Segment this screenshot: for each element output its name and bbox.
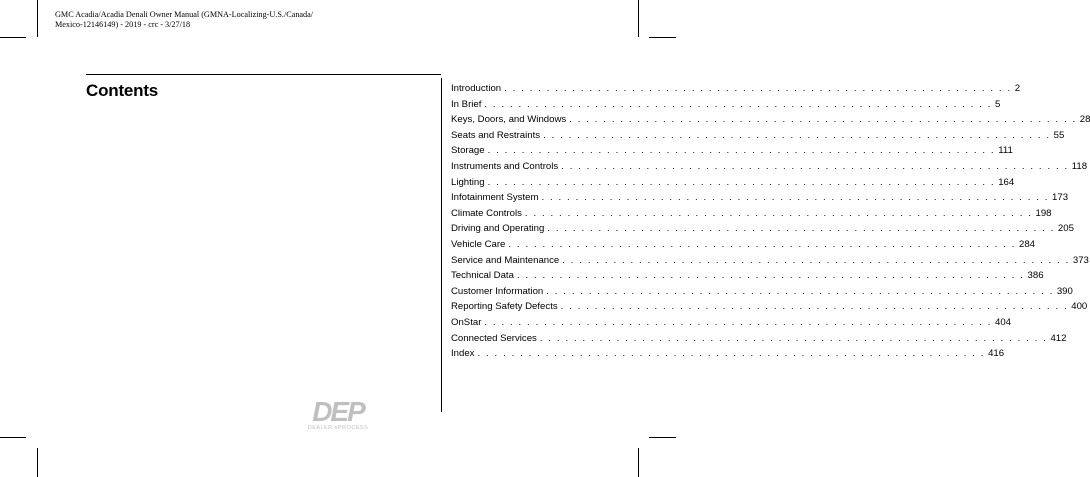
toc-leader-dots: . . . . . . . . . . . . . . . . . . . . . . . . . . . . . . . . . . . . . . . . . . . . . . . . . . . . . . . . . . . .	[504, 83, 1012, 94]
toc-entry[interactable]	[451, 192, 1069, 208]
toc-entry[interactable]	[451, 98, 1001, 115]
toc-entry-label: Reporting Safety Defects	[451, 301, 558, 313]
toc-entry-label: Instruments and Controls	[451, 160, 559, 172]
toc-entry-page: 164	[998, 176, 1015, 188]
toc-entry-page: 386	[1027, 270, 1044, 282]
toc-entry[interactable]	[451, 223, 1074, 239]
toc-entry[interactable]	[451, 238, 1036, 255]
column-divider	[441, 78, 442, 412]
header-line-1: GMC Acadia/Acadia Denali Owner Manual (GMNA-Localizing-U.S./Canada/	[55, 10, 314, 19]
table-of-contents	[451, 83, 1090, 364]
toc-entry-label: Seats and Restraints	[451, 129, 541, 141]
toc-entry-label: Connected Services	[451, 332, 537, 344]
toc-entry[interactable]	[451, 270, 1044, 286]
toc-leader-dots: . . . . . . . . . . . . . . . . . . . . . . . . . . . . . . . . . . . . . . . . . . . . . . . . . . . . . . . . . . . .	[560, 301, 1069, 313]
toc-entry-page: 55	[1053, 129, 1065, 141]
toc-entry[interactable]	[451, 316, 1012, 333]
toc-entry-label: Keys, Doors, and Windows	[451, 114, 567, 126]
toc-entry-page: 28	[1079, 114, 1090, 126]
toc-leader-dots: . . . . . . . . . . . . . . . . . . . . . . . . . . . . . . . . . . . . . . . . . . . . . . . . . . . . . . . . . . . .	[539, 332, 1048, 344]
toc-entry-page: 198	[1035, 207, 1052, 219]
toc-entry-page: 173	[1052, 192, 1069, 204]
toc-entry-page: 205	[1057, 223, 1074, 235]
toc-entry[interactable]	[451, 301, 1088, 317]
toc-entry-label: Lighting	[451, 176, 485, 188]
logo-mark: DEP	[312, 396, 364, 427]
toc-entry[interactable]	[451, 114, 1090, 130]
toc-leader-dots: . . . . . . . . . . . . . . . . . . . . . . . . . . . . . . . . . . . . . . . . . . . . . . . . . . . . . . . . . . . .	[516, 270, 1025, 282]
toc-entry-label: Index	[451, 348, 475, 360]
crop-mark	[0, 37, 26, 38]
crop-mark	[649, 437, 676, 438]
toc-leader-dots: . . . . . . . . . . . . . . . . . . . . . . . . . . . . . . . . . . . . . . . . . . . . . . . . . . . . . . . . . . . .	[524, 207, 1033, 219]
toc-entry[interactable]	[451, 332, 1067, 349]
toc-entry[interactable]	[451, 176, 1015, 193]
crop-mark	[649, 37, 676, 38]
toc-entry[interactable]	[451, 145, 1013, 161]
toc-entry[interactable]	[451, 160, 1088, 177]
crop-mark	[37, 448, 38, 477]
toc-entry-label: Technical Data	[451, 270, 514, 282]
toc-entry-page: 412	[1050, 332, 1067, 344]
toc-entry-page: 390	[1056, 285, 1073, 297]
toc-entry[interactable]	[451, 207, 1052, 224]
dealer-eprocess-logo	[296, 396, 380, 432]
toc-leader-dots: . . . . . . . . . . . . . . . . . . . . . . . . . . . . . . . . . . . . . . . . . . . . . . . . . . . . . . . . . . . .	[508, 238, 1016, 250]
toc-leader-dots: . . . . . . . . . . . . . . . . . . . . . . . . . . . . . . . . . . . . . . . . . . . . . . . . . . . . . . . . . . . .	[484, 316, 992, 328]
toc-entry[interactable]	[451, 83, 1021, 99]
toc-entry-page: 111	[998, 145, 1013, 157]
toc-entry-page: 2	[1014, 83, 1021, 94]
toc-entry-label: Service and Maintenance	[451, 254, 560, 266]
toc-leader-dots: . . . . . . . . . . . . . . . . . . . . . . . . . . . . . . . . . . . . . . . . . . . . . . . . . . . . . . . . . . . .	[487, 176, 996, 188]
crop-mark	[638, 0, 639, 37]
toc-entry-label: Infotainment System	[451, 192, 539, 204]
toc-entry-label: In Brief	[451, 98, 482, 110]
toc-entry-label: Customer Information	[451, 285, 544, 297]
header-line-2: Mexico-12146149) - 2019 - crc - 3/27/18	[55, 20, 191, 29]
title-rule	[86, 74, 441, 75]
toc-leader-dots: . . . . . . . . . . . . . . . . . . . . . . . . . . . . . . . . . . . . . . . . . . . . . . . . . . . . . . . . . . . .	[543, 129, 1051, 141]
toc-entry-label: OnStar	[451, 316, 482, 328]
toc-entry[interactable]	[451, 348, 1005, 364]
toc-entry-label: Vehicle Care	[451, 238, 506, 250]
toc-leader-dots: . . . . . . . . . . . . . . . . . . . . . . . . . . . . . . . . . . . . . . . . . . . . . . . . . . . . . . . . . . . .	[477, 348, 986, 360]
toc-entry-label: Climate Controls	[451, 207, 522, 219]
toc-entry-page: 400	[1071, 301, 1088, 313]
crop-mark	[0, 437, 26, 438]
toc-entry[interactable]	[451, 254, 1089, 271]
toc-entry-page: 5	[995, 98, 1001, 110]
toc-leader-dots: . . . . . . . . . . . . . . . . . . . . . . . . . . . . . . . . . . . . . . . . . . . . . . . . . . . . . . . . . . . .	[562, 254, 1070, 266]
document-header	[55, 10, 375, 30]
toc-entry[interactable]	[451, 285, 1073, 302]
toc-entry-label: Driving and Operating	[451, 223, 545, 235]
toc-entry-label: Storage	[451, 145, 485, 157]
toc-leader-dots: . . . . . . . . . . . . . . . . . . . . . . . . . . . . . . . . . . . . . . . . . . . . . . . . . . . . . . . . . . . .	[546, 285, 1054, 297]
toc-leader-dots: . . . . . . . . . . . . . . . . . . . . . . . . . . . . . . . . . . . . . . . . . . . . . . . . . . . . . . . . . . . .	[487, 145, 996, 157]
toc-leader-dots: . . . . . . . . . . . . . . . . . . . . . . . . . . . . . . . . . . . . . . . . . . . . . . . . . . . . . . . . . . . .	[547, 223, 1055, 235]
toc-entry-label: Introduction	[451, 83, 502, 94]
toc-entry[interactable]	[451, 129, 1065, 146]
crop-mark	[37, 0, 38, 37]
toc-leader-dots: . . . . . . . . . . . . . . . . . . . . . . . . . . . . . . . . . . . . . . . . . . . . . . . . . . . . . . . . . . . .	[569, 114, 1077, 126]
toc-leader-dots: . . . . . . . . . . . . . . . . . . . . . . . . . . . . . . . . . . . . . . . . . . . . . . . . . . . . . . . . . . . .	[484, 98, 992, 110]
toc-entry-page: 404	[995, 316, 1012, 328]
toc-entry-page: 416	[988, 348, 1005, 360]
toc-entry-page: 373	[1072, 254, 1089, 266]
page-title: Contents	[86, 81, 159, 100]
toc-entry-page: 284	[1019, 238, 1036, 250]
logo-caption: DEALER ePROCESS	[307, 425, 369, 431]
crop-mark	[638, 448, 639, 477]
toc-entry-page: 118	[1071, 160, 1088, 172]
toc-leader-dots: . . . . . . . . . . . . . . . . . . . . . . . . . . . . . . . . . . . . . . . . . . . . . . . . . . . . . . . . . . . .	[541, 192, 1050, 204]
toc-leader-dots: . . . . . . . . . . . . . . . . . . . . . . . . . . . . . . . . . . . . . . . . . . . . . . . . . . . . . . . . . . . .	[561, 160, 1069, 172]
